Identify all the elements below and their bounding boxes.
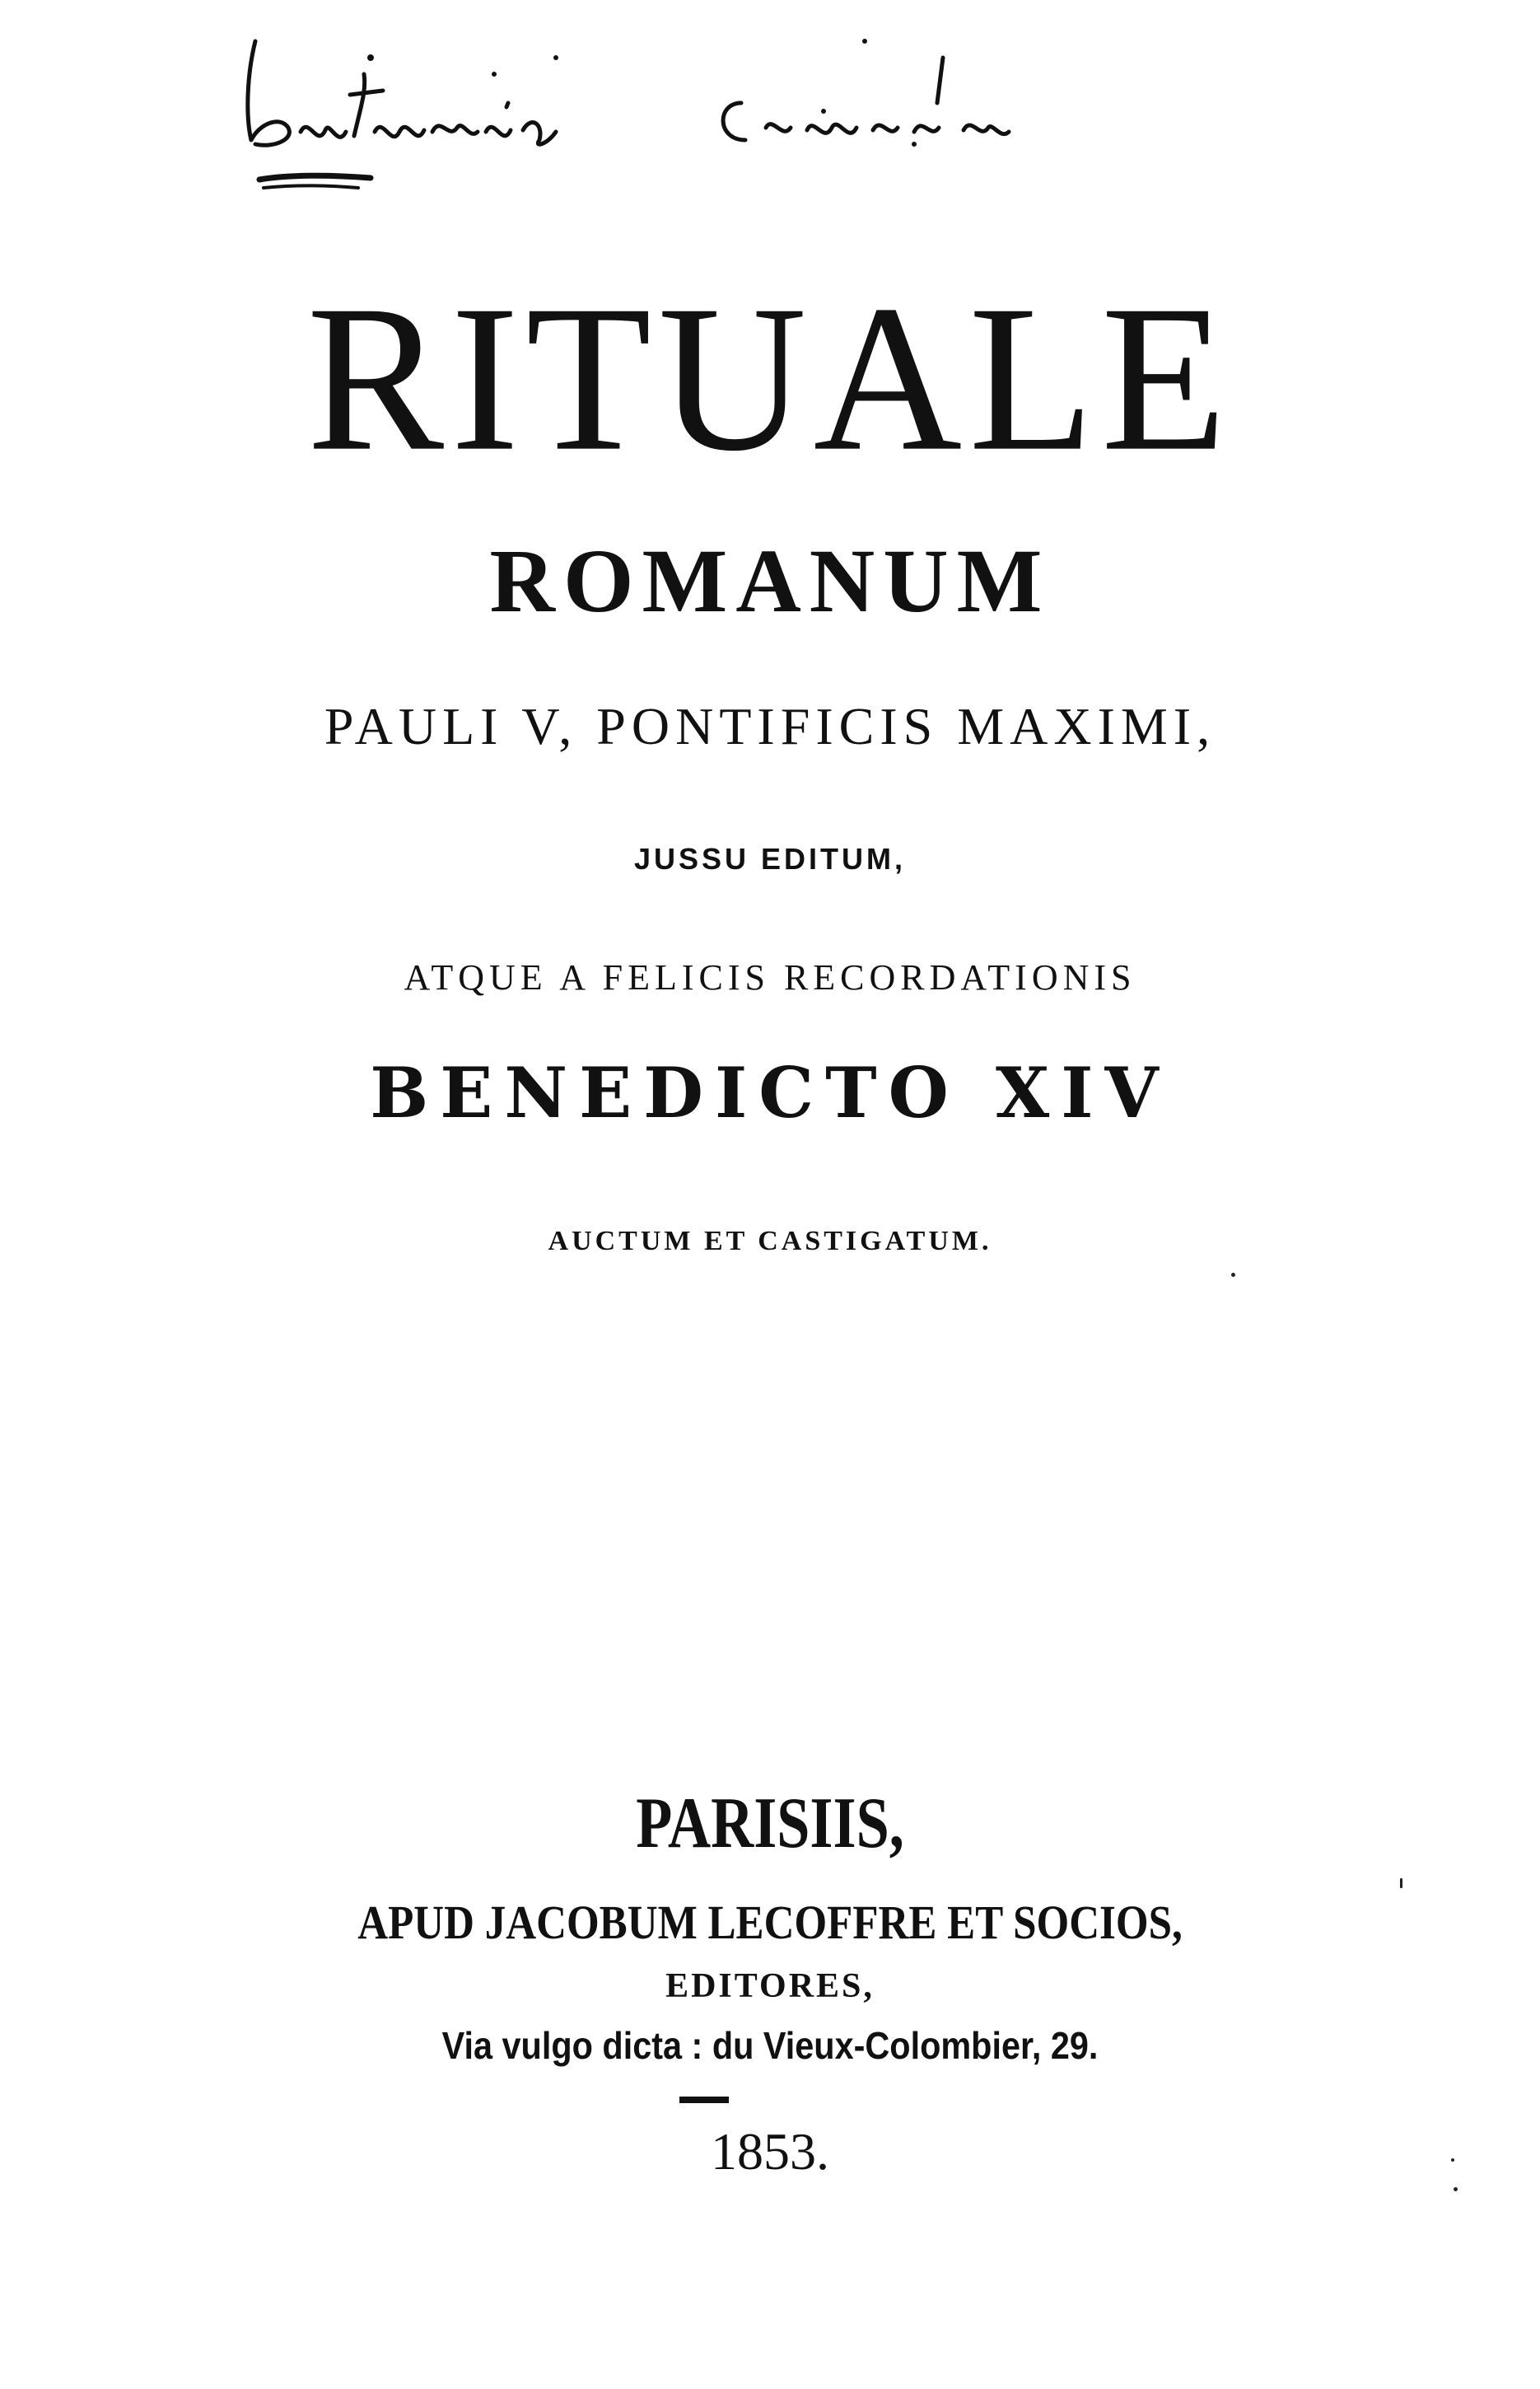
imprint-role: EDITORES, <box>665 1967 875 2005</box>
scan-speck <box>1400 1878 1402 1888</box>
authority-line: PAULI V, PONTIFICIS MAXIMI, <box>324 697 1216 755</box>
imprint-year: 1853. <box>711 2122 829 2181</box>
scan-speck <box>1231 1273 1235 1277</box>
pope-name: BENEDICTO XIV <box>370 1052 1170 1134</box>
revision-line: AUCTUM ET CASTIGATUM. <box>548 1226 992 1256</box>
book-subtitle: ROMANUM <box>489 531 1051 631</box>
scan-speck <box>1451 2158 1454 2162</box>
book-title: RITUALE <box>306 262 1234 495</box>
imprint-place: PARISIIS, <box>636 1784 904 1863</box>
scan-speck <box>1454 2187 1458 2191</box>
edition-line: JUSSU EDITUM, <box>633 842 907 876</box>
imprint-address: Via vulgo dicta : du Vieux-Colombier, 29. <box>441 2024 1099 2067</box>
imprint-publisher: APUD JACOBUM LECOFFRE ET SOCIOS, <box>357 1896 1183 1949</box>
recordation-line: ATQUE A FELICIS RECORDATIONIS <box>404 957 1136 998</box>
imprint-divider <box>679 2097 729 2103</box>
handwritten-inscription <box>222 25 1178 214</box>
